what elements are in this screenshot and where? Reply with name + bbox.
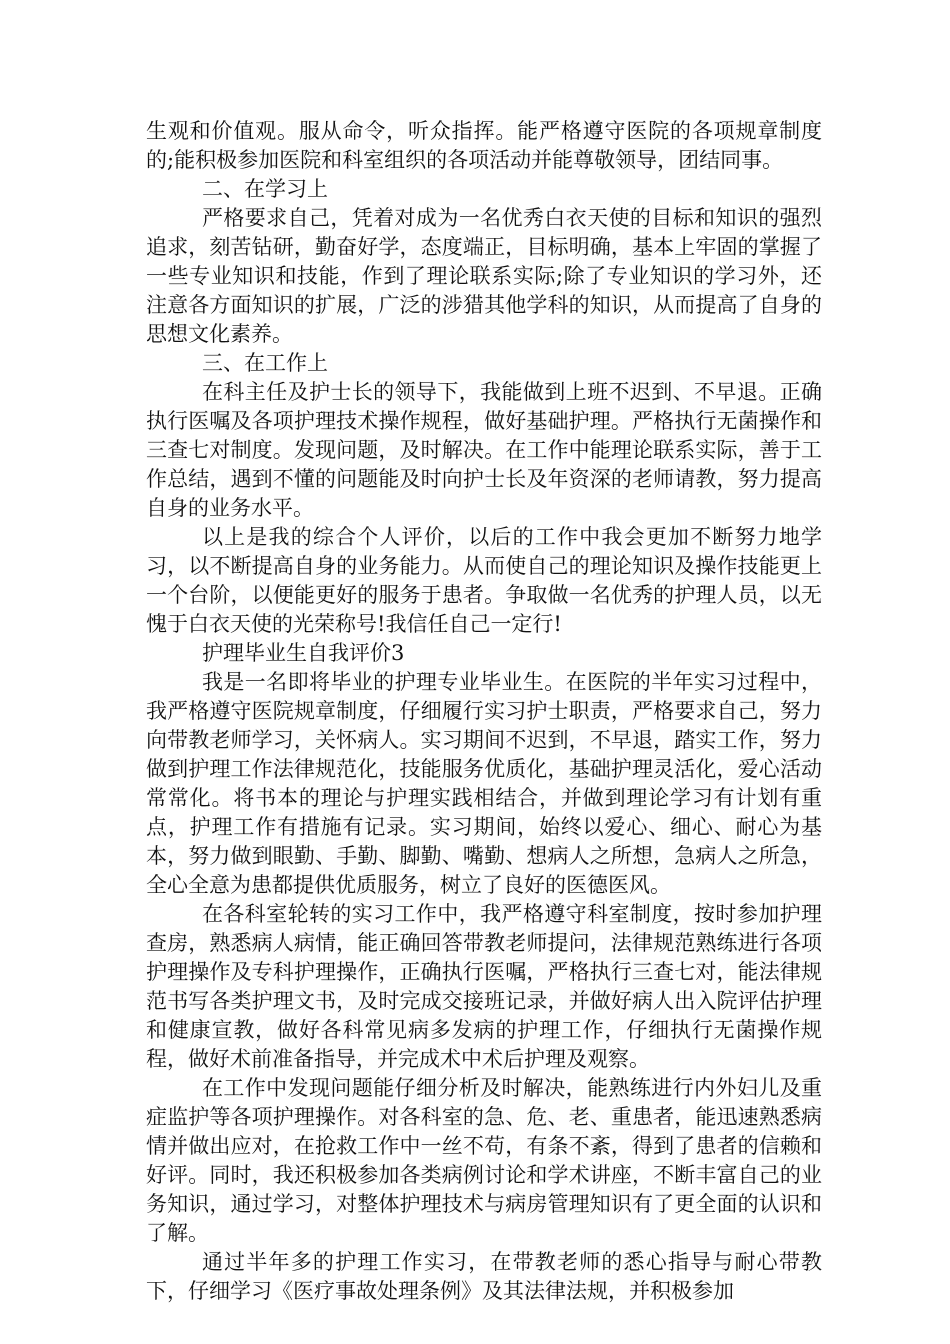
paragraph-rotation: 在各科室轮转的实习工作中，我严格遵守科室制度，按时参加护理查房，熟悉病人病情，能正确回答带教老师提问，法律规范熟练进行各项护理操作及专科护理操作，正确执行医嘱，严格执行三查七对，能法律规范书写各类护理文书，及时完成交接班记录，并做好病人出入院评估护理和健康宣教，做好各科常见病多发病的护理工作，仔细执行无菌操作规程，做好术前准备指导，并完成术中术后护理及观察。 [146, 902, 822, 1071]
section-heading-work: 三、在工作上 [202, 351, 328, 375]
paragraph-problem-solving: 在工作中发现问题能仔细分析及时解决，能熟练进行内外妇儿及重症监护等各项护理操作。对各科室的急、危、老、重患者，能迅速熟悉病情并做出应对，在抢救工作中一丝不苟，有条不紊，得到了患者的信赖和好评。同时，我还积极参加各类病例讨论和学术讲座，不断丰富自己的业务知识，通过学习，对整体护理技术与病房管理知识有了更全面的认识和了解。 [146, 1076, 822, 1245]
paragraph-summary: 以上是我的综合个人评价，以后的工作中我会更加不断努力地学习，以不断提高自身的业务能力。从而使自己的理论知识及操作技能更上一个台阶，以便能更好的服务于患者。争取做一名优秀的护理人员，以无愧于白衣天使的光荣称号!我信任自己一定行! [146, 525, 822, 636]
paragraph-internship-closing: 通过半年多的护理工作实习，在带教老师的悉心指导与耐心带教下，仔细学习《医疗事故处理条例》及其法律法规，并积极参加 [146, 1250, 822, 1303]
paragraph-work: 在科主任及护士长的领导下，我能做到上班不迟到、不早退。正确执行医嘱及各项护理技术操作规程，做好基础护理。严格执行无菌操作和三查七对制度。发现问题，及时解决。在工作中能理论联系实际，善于工作总结，遇到不懂的问题能及时向护士长及年资深的老师请教，努力提高自身的业务水平。 [146, 380, 822, 520]
paragraph-intro: 我是一名即将毕业的护理专业毕业生。在医院的半年实习过程中，我严格遵守医院规章制度，仔细履行实习护士职责，严格要求自己，努力向带教老师学习，关怀病人。实习期间不迟到，不早退，踏实工作，努力做到护理工作法律规范化，技能服务优质化，基础护理灵活化，爱心活动常常化。将书本的理论与护理实践相结合，并做到理论学习有计划有重点，护理工作有措施有记录。实习期间，始终以爱心、细心、耐心为基本，努力做到眼勤、手勤、脚勤、嘴勤、想病人之所想，急病人之所急，全心全意为患都提供优质服务，树立了良好的医德医风。 [146, 670, 822, 897]
section-heading-study: 二、在学习上 [202, 177, 328, 201]
paragraph-continuation: 生观和价值观。服从命令，听众指挥。能严格遵守医院的各项规章制度的;能积极参加医院和科室组织的各项活动并能尊敬领导，团结同事。 [146, 119, 822, 172]
document-body [146, 117, 822, 1306]
article-title-3: 护理毕业生自我评价3 [202, 641, 405, 665]
paragraph-study: 严格要求自己，凭着对成为一名优秀白衣天使的目标和知识的强烈追求，刻苦钻研，勤奋好学，态度端正，目标明确，基本上牢固的掌握了一些专业知识和技能，作到了理论联系实际;除了专业知识的学习外，还注意各方面知识的扩展，广泛的涉猎其他学科的知识，从而提高了自身的思想文化素养。 [146, 206, 822, 346]
